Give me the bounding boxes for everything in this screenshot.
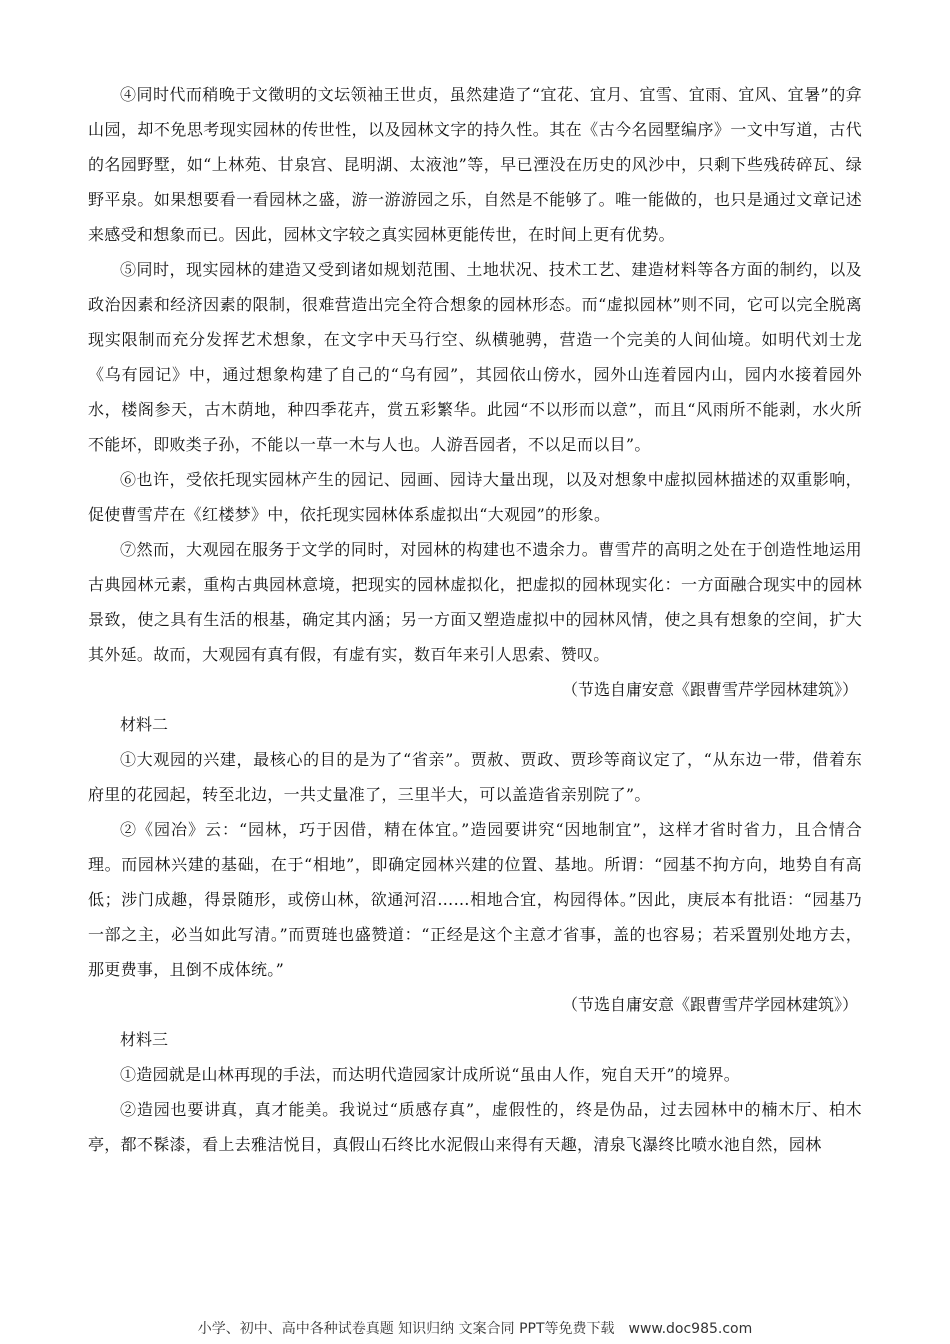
source-citation-1: （节选自庸安意《跟曹雪芹学园林建筑》） [561, 680, 858, 699]
page-footer [0, 1318, 950, 1338]
paragraph-5: ⑤同时，现实园林的建造又受到诸如规划范围、土地状况、技术工艺、建造材料等各方面的制约，以及政治因素和经济因素的限制，很难营造出完全符合想象的园林形态。而“虚拟园林”则不同，它可以完全脱离现实限制而充分发挥艺术想象，在文字中天马行空、纵横驰骋，营造一个完美的人间仙境。如明代刘士龙《乌有园记》中，通过想象构建了自己的“乌有园”，其园依山傍水，园外山连着园内山，园内水接着园外水，楼阁参天，古木荫地，种四季花卉，赏五彩繁华。此园“不以形而以意”，而且“风雨所不能剥，水火所不能坏，即败类子孙，不能以一草一木与人也。人游吾园者，不以足而以目”。 [88, 260, 862, 454]
paragraph-7: ⑦然而，大观园在服务于文学的同时，对园林的构建也不遗余力。曹雪芹的高明之处在于创造性地运用古典园林元素，重构古典园林意境，把现实的园林虚拟化，把虚拟的园林现实化：一方面融合现实中的园林景致，使之具有生活的根基，确定其内涵；另一方面又塑造虚拟中的园林风情，使之具有想象的空间，扩大其外延。故而，大观园有真有假，有虚有实，数百年来引人思索、赞叹。 [88, 540, 862, 664]
footer-text: 小学、初中、高中各种试卷真题 知识归纳 文案合同 PPT等免费下载 [197, 1321, 615, 1337]
material-two-paragraph-2: ②《园冶》云：“园林，巧于因借，精在体宜。”造园要讲究“因地制宜”，这样才省时省力，且合情合理。而园林兴建的基础，在于“相地”，即确定园林兴建的位置、基地。所谓：“园基不拘方向，地势自有高低；涉门成趣，得景随形，或傍山林，欲通河沼……相地合宜，构园得体。”因此，庚辰本有批语：“园基乃一部之主，必当如此写清。”而贾琏也盛赞道：“正经是这个主意才省事，盖的也容易；若采置别处地方去，那更费事，且倒不成体统。” [88, 820, 862, 979]
document-body [88, 77, 862, 1162]
paragraph-6: ⑥也许，受依托现实园林产生的园记、园画、园诗大量出现，以及对想象中虚拟园林描述的双重影响，促使曹雪芹在《红楼梦》中，依托现实园林体系虚拟出“大观园”的形象。 [88, 470, 862, 524]
source-citation-2: （节选自庸安意《跟曹雪芹学园林建筑》） [561, 995, 858, 1014]
paragraph-4: ④同时代而稍晚于文徵明的文坛领袖王世贞，虽然建造了“宜花、宜月、宜雪、宜雨、宜风、宜暑”的弇山园，却不免思考现实园林的传世性，以及园林文字的持久性。其在《古今名园墅编序》一文中写道，古代的名园野墅，如“上林苑、甘泉宫、昆明湖、太液池”等，早已湮没在历史的风沙中，只剩下些残砖碎瓦、绿野平泉。如果想要看一看园林之盛，游一游游园之乐，自然是不能够了。唯一能做的，也只是通过文章记述来感受和想象而已。因此，园林文字较之真实园林更能传世，在时间上更有优势。 [88, 85, 862, 244]
material-two-paragraph-1: ①大观园的兴建，最核心的目的是为了“省亲”。贾赦、贾政、贾珍等商议定了，“从东边一带，借着东府里的花园起，转至北边，一共丈量准了，三里半大，可以盖造省亲别院了”。 [88, 750, 862, 804]
material-three-paragraph-2: ②造园也要讲真，真才能美。我说过“质感存真”，虚假性的，终是伪品，过去园林中的楠木厅、柏木亭，都不髹漆，看上去雅洁悦目，真假山石终比水泥假山来得有天趣，清泉飞瀑终比喷水池自然，园林 [88, 1100, 862, 1154]
footer-url-link[interactable]: www.doc985.com [628, 1321, 753, 1337]
material-three-heading: 材料三 [120, 1030, 169, 1049]
material-two-heading: 材料二 [120, 715, 169, 734]
material-three-paragraph-1: ①造园就是山林再现的手法，而达明代造园家计成所说“虽由人作，宛自天开”的境界。 [120, 1065, 741, 1084]
